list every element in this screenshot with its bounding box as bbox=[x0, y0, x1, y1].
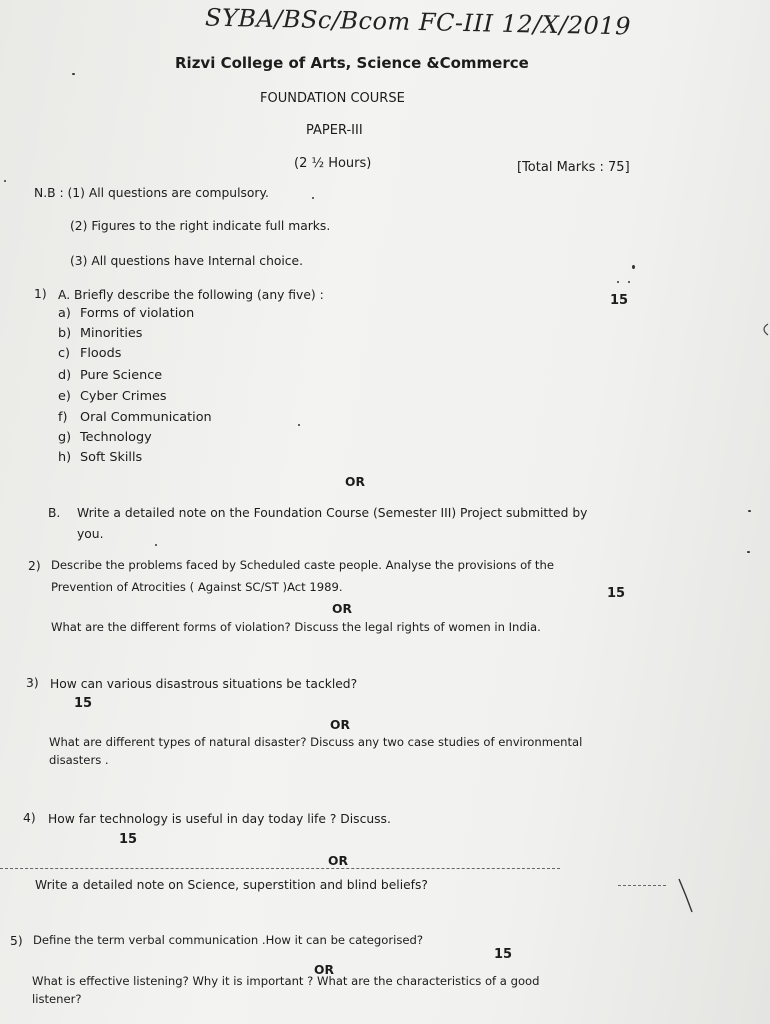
question-text-continued: Prevention of Atrocities ( Against SC/ST )Act 1989. bbox=[51, 580, 343, 594]
list-item-letter: a) bbox=[58, 306, 71, 321]
list-item: Minorities bbox=[80, 326, 143, 341]
ink-speck bbox=[747, 551, 750, 553]
ink-speck bbox=[72, 73, 75, 75]
ink-speck bbox=[298, 424, 300, 426]
list-item-letter: e) bbox=[58, 389, 71, 404]
paper-title: PAPER-III bbox=[306, 123, 363, 138]
course-title: FOUNDATION COURSE bbox=[260, 91, 405, 106]
instruction-2: (2) Figures to the right indicate full marks. bbox=[70, 219, 331, 233]
list-item: Oral Communication bbox=[80, 410, 212, 425]
or-separator: OR bbox=[345, 475, 365, 489]
list-item: Technology bbox=[80, 430, 152, 445]
or-separator: OR bbox=[332, 602, 352, 616]
alternate-question: What is effective listening? Why it is important ? What are the characteristics of a good bbox=[32, 974, 540, 988]
instruction-3: (3) All questions have Internal choice. bbox=[70, 254, 304, 268]
instruction-1: N.B : (1) All questions are compulsory. bbox=[34, 186, 269, 200]
question-number: 5) bbox=[10, 934, 23, 948]
marks-label: 15 bbox=[607, 586, 626, 601]
ink-speck bbox=[632, 265, 635, 269]
list-item-letter: f) bbox=[58, 410, 68, 425]
fold-line bbox=[618, 885, 666, 886]
question-text: How far technology is useful in day today life ? Discuss. bbox=[48, 812, 391, 826]
ink-speck bbox=[617, 281, 619, 283]
college-name: Rizvi College of Arts, Science &Commerce bbox=[175, 54, 529, 72]
edge-mark bbox=[758, 322, 770, 338]
marks-label: 15 bbox=[119, 832, 138, 847]
alternate-question: What are the different forms of violation? Discuss the legal rights of women in India. bbox=[51, 620, 541, 634]
question-text-continued: you. bbox=[77, 527, 104, 541]
ink-speck bbox=[4, 180, 6, 182]
alternate-question-continued: disasters . bbox=[49, 753, 109, 767]
list-item: Pure Science bbox=[80, 368, 163, 383]
question-number: 1) bbox=[34, 287, 47, 301]
alternate-question: Write a detailed note on Science, superstition and blind beliefs? bbox=[35, 878, 428, 892]
list-item: Soft Skills bbox=[80, 450, 143, 465]
question-number: 4) bbox=[23, 811, 36, 825]
question-text: Write a detailed note on the Foundation Course (Semester III) Project submitted by bbox=[77, 506, 588, 520]
alternate-question-continued: listener? bbox=[32, 992, 82, 1006]
option-label: B. bbox=[48, 506, 61, 520]
ink-speck bbox=[155, 544, 157, 546]
fold-line bbox=[0, 868, 560, 869]
total-marks: [Total Marks : 75] bbox=[517, 160, 630, 175]
question-text: A. Briefly describe the following (any five) : bbox=[58, 288, 324, 302]
question-number: 2) bbox=[28, 559, 41, 573]
pen-stroke-mark bbox=[676, 876, 696, 916]
list-item-letter: h) bbox=[58, 450, 72, 465]
question-text: Define the term verbal communication .How it can be categorised? bbox=[33, 933, 424, 947]
list-item-letter: g) bbox=[58, 430, 72, 445]
duration: (2 ½ Hours) bbox=[294, 156, 372, 171]
ink-speck bbox=[312, 197, 314, 199]
list-item: Floods bbox=[80, 346, 122, 361]
ink-speck bbox=[748, 510, 751, 512]
list-item: Forms of violation bbox=[80, 306, 195, 321]
marks-label: 15 bbox=[610, 293, 629, 308]
list-item-letter: d) bbox=[58, 368, 72, 383]
or-separator: OR bbox=[328, 854, 348, 868]
marks-label: 15 bbox=[494, 947, 513, 962]
question-text: How can various disastrous situations be tackled? bbox=[50, 677, 358, 691]
question-number: 3) bbox=[26, 676, 39, 690]
marks-label: 15 bbox=[74, 696, 93, 711]
list-item: Cyber Crimes bbox=[80, 389, 167, 404]
ink-speck bbox=[628, 281, 630, 283]
list-item-letter: b) bbox=[58, 326, 72, 341]
question-text: Describe the problems faced by Scheduled caste people. Analyse the provisions of the bbox=[51, 558, 554, 572]
alternate-question: What are different types of natural disaster? Discuss any two case studies of environmental bbox=[49, 735, 583, 749]
list-item-letter: c) bbox=[58, 346, 71, 361]
or-separator: OR bbox=[330, 718, 350, 732]
or-separator: OR bbox=[314, 963, 334, 977]
handwritten-course-code: SYBA/BSc/Bcom FC-III 12/X/2019 bbox=[204, 3, 632, 41]
